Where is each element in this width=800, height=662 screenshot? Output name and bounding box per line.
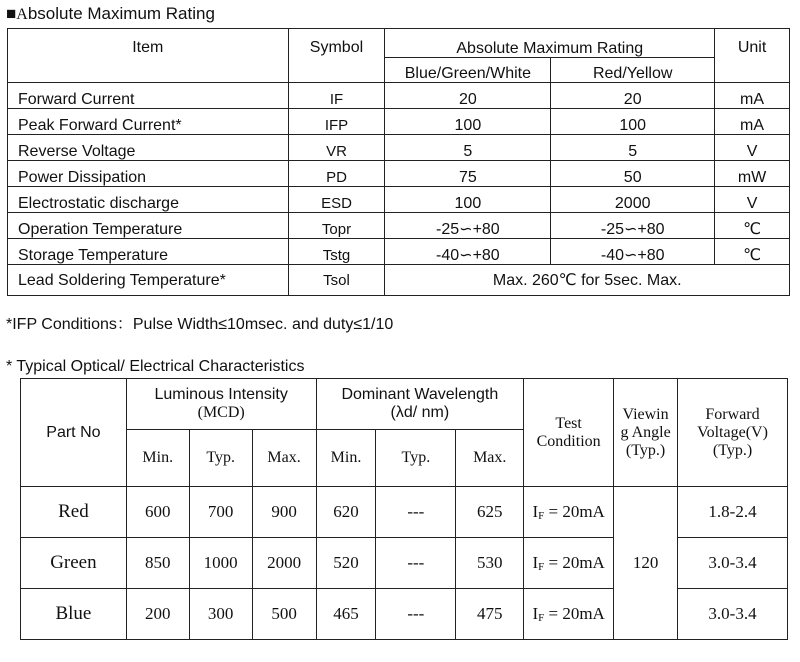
- rating-symbol: IFP: [288, 109, 385, 135]
- test-prefix: I: [532, 604, 539, 623]
- rating-unit: V: [715, 135, 790, 161]
- absolute-max-rating-table: [7, 28, 790, 296]
- rating-symbol: PD: [288, 161, 385, 187]
- row-lead-soldering-symbol: Tsol: [288, 265, 385, 296]
- test-sub: F: [538, 510, 545, 522]
- rating-blue-green-white: 75: [385, 161, 551, 187]
- wl-max: 530: [456, 538, 524, 589]
- rating-symbol: ESD: [288, 187, 385, 213]
- lum-min: 600: [126, 487, 189, 538]
- rating-row: [8, 83, 790, 109]
- rating-red-yellow: 100: [551, 109, 715, 135]
- test-prefix: I: [532, 553, 539, 572]
- forward-voltage: 3.0-3.4: [678, 589, 788, 640]
- rating-blue-green-white: 100: [385, 187, 551, 213]
- led-row: [21, 487, 788, 538]
- lum-typ-header: Typ.: [189, 430, 252, 487]
- rating-unit: mA: [715, 109, 790, 135]
- rating-unit: mA: [715, 83, 790, 109]
- header-dominant-wavelength: [316, 379, 524, 430]
- rating-symbol: VR: [288, 135, 385, 161]
- header-test-condition: [524, 379, 614, 487]
- wl-typ: ---: [376, 589, 456, 640]
- test-header-line2: Condition: [536, 432, 601, 450]
- rating-blue-green-white: -25∽+80: [385, 213, 551, 239]
- rating-item: Peak Forward Current*: [8, 109, 289, 135]
- title-rest: bsolute Maximum Rating: [27, 4, 215, 23]
- title-square-mark: ■: [6, 4, 17, 23]
- wl-max: 475: [456, 589, 524, 640]
- header-red-yellow: Red/Yellow: [551, 58, 715, 83]
- ifp-footnote: *IFP Conditions：Pulse Width≤10msec. and duty≤1/10: [6, 316, 394, 333]
- fwd-header-line3: (Typ.): [712, 441, 753, 459]
- row-lead-soldering-value: Max. 260℃ for 5sec. Max.: [385, 265, 790, 296]
- wl-typ: ---: [376, 487, 456, 538]
- forward-voltage: 3.0-3.4: [678, 538, 788, 589]
- view-header-line3: (Typ.): [625, 441, 666, 459]
- fwd-header-line2: Voltage(V): [697, 423, 768, 441]
- header-blue-green-white: Blue/Green/White: [385, 58, 551, 83]
- rating-item: Operation Temperature: [8, 213, 289, 239]
- wl-max: 625: [456, 487, 524, 538]
- wl-min: 620: [316, 487, 376, 538]
- rating-blue-green-white: 5: [385, 135, 551, 161]
- forward-voltage: 1.8-2.4: [678, 487, 788, 538]
- wl-min: 465: [316, 589, 376, 640]
- wl-typ-header: Typ.: [376, 430, 456, 487]
- lum-max-header: Max.: [252, 430, 316, 487]
- rating-red-yellow: 20: [551, 83, 715, 109]
- test-condition: [524, 538, 614, 589]
- rating-row: [8, 135, 790, 161]
- rating-symbol: Tstg: [288, 239, 385, 265]
- header-forward-voltage: [678, 379, 788, 487]
- test-sub: F: [538, 612, 545, 624]
- lum-max: 500: [252, 589, 316, 640]
- wl-typ: ---: [376, 538, 456, 589]
- lum-max: 900: [252, 487, 316, 538]
- test-suffix: = 20mA: [544, 553, 605, 572]
- rating-red-yellow: 5: [551, 135, 715, 161]
- view-header-line2: g Angle: [620, 423, 671, 441]
- lum-typ: 1000: [189, 538, 252, 589]
- fwd-header-line1: Forward: [705, 405, 760, 423]
- rating-unit: ℃: [715, 213, 790, 239]
- lum-header-line1: Luminous Intensity: [154, 386, 288, 403]
- part-no: Red: [21, 487, 127, 538]
- header-viewing-angle: [614, 379, 678, 487]
- rating-unit: mW: [715, 161, 790, 187]
- rating-symbol: Topr: [288, 213, 385, 239]
- rating-item: Power Dissipation: [8, 161, 289, 187]
- test-header-line1: Test: [555, 414, 582, 432]
- wl-min: 520: [316, 538, 376, 589]
- header-luminous-intensity: [126, 379, 316, 430]
- rating-row: [8, 239, 790, 265]
- lum-typ: 300: [189, 589, 252, 640]
- rating-row: [8, 109, 790, 135]
- test-suffix: = 20mA: [544, 502, 605, 521]
- lum-header-line2: (MCD): [197, 404, 245, 421]
- header-unit: Unit: [715, 29, 790, 83]
- test-condition: [524, 589, 614, 640]
- wl-header-line2: (λd/ nm): [390, 404, 450, 421]
- view-header-line1: Viewin: [622, 405, 669, 423]
- header-part-no: Part No: [21, 379, 127, 487]
- rating-item: Reverse Voltage: [8, 135, 289, 161]
- viewing-angle: 120: [614, 487, 678, 640]
- header-rating: Absolute Maximum Rating: [385, 29, 715, 58]
- lum-min: 850: [126, 538, 189, 589]
- lum-min: 200: [126, 589, 189, 640]
- rating-symbol: IF: [288, 83, 385, 109]
- absolute-max-rating-title: [6, 4, 215, 24]
- rating-blue-green-white: 100: [385, 109, 551, 135]
- rating-unit: V: [715, 187, 790, 213]
- header-item: Item: [8, 29, 289, 83]
- test-prefix: I: [532, 502, 539, 521]
- optical-characteristics-table: [20, 378, 788, 640]
- rating-red-yellow: -25∽+80: [551, 213, 715, 239]
- rating-blue-green-white: 20: [385, 83, 551, 109]
- wl-header-line1: Dominant Wavelength: [341, 386, 499, 403]
- test-condition: [524, 487, 614, 538]
- optical-characteristics-title: * Typical Optical/ Electrical Characteristics: [6, 358, 305, 375]
- header-symbol: Symbol: [288, 29, 385, 83]
- rating-blue-green-white: -40∽+80: [385, 239, 551, 265]
- rating-row: [8, 187, 790, 213]
- rating-row: [8, 161, 790, 187]
- rating-red-yellow: -40∽+80: [551, 239, 715, 265]
- lum-typ: 700: [189, 487, 252, 538]
- lum-max: 2000: [252, 538, 316, 589]
- part-no: Blue: [21, 589, 127, 640]
- part-no: Green: [21, 538, 127, 589]
- test-sub: F: [538, 561, 545, 573]
- rating-row: [8, 213, 790, 239]
- row-lead-soldering-item: Lead Soldering Temperature*: [8, 265, 289, 296]
- rating-red-yellow: 2000: [551, 187, 715, 213]
- rating-item: Electrostatic discharge: [8, 187, 289, 213]
- rating-item: Forward Current: [8, 83, 289, 109]
- rating-red-yellow: 50: [551, 161, 715, 187]
- rating-unit: ℃: [715, 239, 790, 265]
- title-first-letter: A: [16, 6, 28, 23]
- wl-max-header: Max.: [456, 430, 524, 487]
- test-suffix: = 20mA: [544, 604, 605, 623]
- rating-item: Storage Temperature: [8, 239, 289, 265]
- lum-min-header: Min.: [126, 430, 189, 487]
- wl-min-header: Min.: [316, 430, 376, 487]
